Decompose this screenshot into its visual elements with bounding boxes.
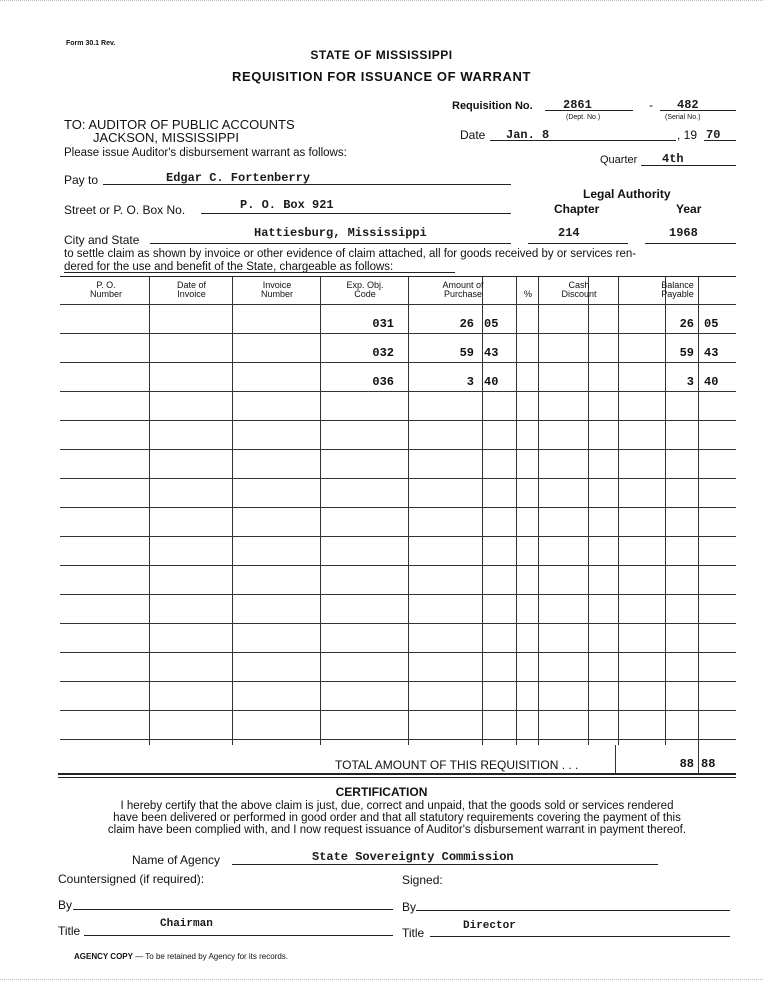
title-right-value: Director: [463, 920, 516, 932]
street-label: Street or P. O. Box No.: [64, 203, 186, 217]
col-percent: %: [523, 289, 532, 299]
please-issue-line: Please issue Auditor's disbursement warrant as follows:: [64, 147, 347, 159]
serial-no-value: 482: [677, 98, 699, 112]
total-rule-2: [58, 777, 736, 778]
total-cents: 88: [701, 757, 716, 771]
agency-copy-footer: AGENCY COPY — To be retained by Agency for its records.: [74, 952, 289, 961]
year-line: [645, 243, 736, 244]
city-line: [150, 243, 511, 244]
row-2-amount-dollars: 59: [459, 346, 474, 360]
total-box-mid: [698, 745, 699, 773]
title-left-line: [84, 935, 393, 936]
title-left-label: Title: [58, 924, 81, 938]
row-2-amount-cents: 43: [484, 346, 499, 360]
row-3-exp-code: 036: [372, 375, 394, 389]
pay-to-label: Pay to: [64, 173, 99, 187]
settle-text-1: to settle claim as shown by invoice or other evidence of claim attached, all for goods received by or services ren-: [64, 248, 637, 260]
to-city-line: JACKSON, MISSISSIPPI: [93, 130, 239, 145]
form-number: Form 30.1 Rev.: [66, 40, 116, 47]
date-label: Date: [460, 128, 486, 142]
serial-no-caption: (Serial No.): [665, 114, 701, 121]
col-invoice-number: Invoice Number: [260, 280, 293, 299]
pay-to-value: Edgar C. Fortenberry: [166, 171, 311, 185]
settle-underline: [64, 272, 455, 273]
row-1-exp-code: 031: [372, 317, 394, 331]
street-line: [201, 213, 511, 214]
certification-line-1: I hereby certify that the above claim is just, due, correct and unpaid, that the goods sold or services rendered: [120, 800, 674, 812]
row-3-balance-dollars: 3: [686, 375, 694, 389]
agency-label: Name of Agency: [132, 853, 221, 867]
col-po-number: P. O. Number: [89, 280, 122, 299]
requisition-dash: -: [649, 98, 653, 112]
year-value: 1968: [669, 226, 698, 240]
signed-label: Signed:: [402, 873, 443, 887]
row-3-balance-cents: 40: [704, 375, 719, 389]
row-1-amount-cents: 05: [484, 317, 499, 331]
date-year-value: 70: [706, 128, 721, 142]
total-rule-1: [58, 773, 736, 775]
line-item-table: [60, 277, 736, 745]
title-right-label: Title: [402, 926, 425, 940]
col-date-of-invoice: Date of Invoice: [176, 280, 207, 299]
agency-line: [232, 864, 658, 865]
city-value: Hattiesburg, Mississippi: [254, 226, 427, 240]
row-2-exp-code: 032: [372, 346, 394, 360]
form-title: REQUISITION FOR ISSUANCE OF WARRANT: [231, 69, 532, 84]
by-right-label: By: [402, 900, 417, 914]
year-label: Year: [676, 202, 702, 216]
scan-edge-top: [0, 0, 763, 7]
chapter-label: Chapter: [554, 202, 600, 216]
total-box-left: [615, 745, 616, 773]
by-left-label: By: [58, 898, 73, 912]
requisition-label: Requisition No.: [452, 100, 533, 112]
row-1-amount-dollars: 26: [459, 317, 474, 331]
row-3-amount-dollars: 3: [466, 375, 474, 389]
title-left-value: Chairman: [160, 918, 213, 930]
chapter-line: [528, 243, 628, 244]
chapter-value: 214: [558, 226, 580, 240]
date-year-prefix: , 19: [677, 128, 698, 142]
by-left-line: [73, 909, 393, 910]
total-label: TOTAL AMOUNT OF THIS REQUISITION . . .: [335, 758, 579, 772]
col-balance-payable: Balance Payable: [661, 280, 694, 299]
street-value: P. O. Box 921: [240, 198, 334, 212]
row-1-balance-cents: 05: [704, 317, 719, 331]
col-exp-obj-code: Exp. Obj. Code: [346, 280, 384, 299]
quarter-label: Quarter: [600, 154, 638, 166]
col-amount-of-purchase: Amount of Purchase: [442, 280, 484, 299]
total-dollars: 88: [679, 757, 694, 771]
settle-text-2: dered for the use and benefit of the State, chargeable as follows:: [64, 261, 394, 273]
countersigned-label: Countersigned (if required):: [58, 872, 205, 886]
certification-line-3: claim have been complied with, and I now request issuance of Auditor's disbursement warrant in payment thereof.: [107, 824, 687, 836]
agency-value: State Sovereignty Commission: [312, 850, 514, 864]
dept-no-value: 2861: [563, 98, 592, 112]
to-auditor-line: TO: AUDITOR OF PUBLIC ACCOUNTS: [64, 117, 295, 132]
by-right-line: [416, 910, 730, 911]
row-1-balance-dollars: 26: [679, 317, 694, 331]
certification-title: CERTIFICATION: [335, 785, 428, 799]
certification-line-2: have been delivered or performed in good order and that all statutory requirements covering the payment of this: [113, 812, 681, 824]
quarter-line: [641, 165, 736, 166]
state-heading: STATE OF MISSISSIPPI: [310, 48, 453, 62]
title-right-line: [430, 936, 730, 937]
city-label: City and State: [64, 233, 140, 247]
col-cash-discount: Cash Discount: [561, 280, 597, 299]
quarter-value: 4th: [662, 152, 684, 166]
row-2-balance-dollars: 59: [679, 346, 694, 360]
row-2-balance-cents: 43: [704, 346, 719, 360]
legal-authority-title: Legal Authority: [583, 187, 671, 201]
row-3-amount-cents: 40: [484, 375, 499, 389]
date-value: Jan. 8: [506, 128, 550, 142]
dept-no-caption: (Dept. No.): [566, 114, 601, 121]
